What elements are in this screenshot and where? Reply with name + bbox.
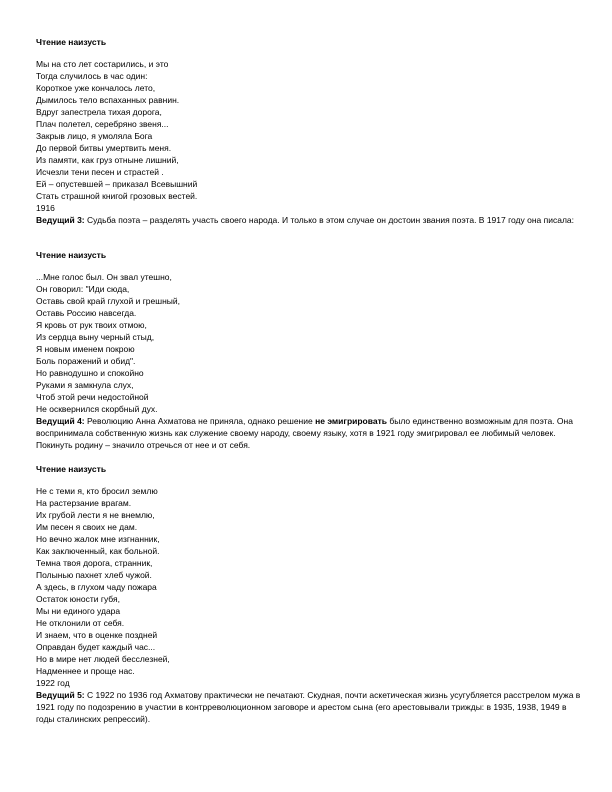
poem-date: 1916 [36, 203, 55, 213]
poem-line: Стать страшной книгой грозовых вестей. [36, 191, 198, 201]
poem-line: Закрыв лицо, я умоляла Бога [36, 131, 153, 141]
poem-line: Руками я замкнула слух, [36, 380, 134, 390]
emphasis-text: не эмигрировать [315, 416, 387, 426]
poem-line: Темна твоя дорога, странник, [36, 558, 153, 568]
narrator-paragraph-3 [36, 214, 582, 226]
poem-line: Исчезли тени песен и страстей . [36, 167, 164, 177]
narrator-label: Ведущий 4: [36, 416, 85, 426]
section-3 [36, 463, 582, 725]
section-1 [36, 36, 582, 226]
poem-line: Боль поражений и обид". [36, 356, 136, 366]
poem-line: Полынью пахнет хлеб чужой. [36, 570, 152, 580]
poem-line: А здесь, в глухом чаду пожара [36, 582, 157, 592]
poem-line: Не осквернился скорбный дух. [36, 404, 158, 414]
poem-line: Мы ни единого удара [36, 606, 121, 616]
poem-line: Вдруг запестрела тихая дорога, [36, 107, 162, 117]
poem-2 [36, 271, 582, 415]
paragraph-text: Судьба поэта – разделять участь своего народа. И только в этом случае он достоин звания поэта. В 1917 году она писала: [84, 215, 575, 225]
poem-line: До первой битвы умертвить меня. [36, 143, 172, 153]
poem-3 [36, 485, 582, 689]
poem-line: Оправдан будет каждый час... [36, 642, 156, 652]
poem-line: Из памяти, как груз отныне лишний, [36, 155, 179, 165]
poem-line: Он говорил: "Иди сюда, [36, 284, 130, 294]
section-heading: Чтение наизусть [36, 250, 107, 260]
poem-1 [36, 58, 582, 214]
poem-line: Я новым именем покрою [36, 344, 135, 354]
poem-line: Но равнодушно и спокойно [36, 368, 144, 378]
poem-line: Дымилось тело вспаханных равнин. [36, 95, 180, 105]
poem-line: Но в мире нет людей бесслезней, [36, 654, 170, 664]
poem-line: Ей – опустевшей – приказал Всевышний [36, 179, 198, 189]
poem-line: На растерзание врагам. [36, 498, 132, 508]
poem-line: Как заключенный, как больной. [36, 546, 160, 556]
poem-line: Не отклонили от себя. [36, 618, 125, 628]
poem-line: Их грубой лести я не внемлю, [36, 510, 155, 520]
paragraph-text: Революцию Анна Ахматова не приняла, однако решение [84, 416, 316, 426]
section-heading: Чтение наизусть [36, 464, 107, 474]
narrator-paragraph-4 [36, 415, 582, 451]
narrator-paragraph-5 [36, 689, 582, 725]
section-2 [36, 249, 582, 451]
poem-line: Короткое уже кончалось лето, [36, 83, 156, 93]
poem-line: Из сердца выну черный стыд, [36, 332, 155, 342]
poem-line: Мы на сто лет состарились, и это [36, 59, 169, 69]
poem-line: Плач полетел, серебряно звеня... [36, 119, 169, 129]
poem-line: Чтоб этой речи недостойной [36, 392, 149, 402]
section-heading: Чтение наизусть [36, 37, 107, 47]
paragraph-text: С 1922 по 1936 год Ахматову практически не печатают. Скудная, почти аскетическая жизнь усугубляется расстрелом мужа в 1921 году по подозрению в участии в контрреволюционном заговоре и арестом сына (его арестовывали трижды: в 1935, 1938, 1949 в годы сталинских репрессий). [36, 690, 581, 724]
poem-line: ...Мне голос был. Он звал утешно, [36, 272, 172, 282]
poem-line: И знаем, что в оценке поздней [36, 630, 158, 640]
poem-line: Тогда случилось в час один: [36, 71, 148, 81]
narrator-label: Ведущий 3: [36, 215, 85, 225]
poem-line: Не с теми я, кто бросил землю [36, 486, 158, 496]
poem-line: Оставь Россию навсегда. [36, 308, 137, 318]
poem-line: Надменнее и проще нас. [36, 666, 135, 676]
poem-line: Им песен я своих не дам. [36, 522, 138, 532]
poem-date: 1922 год [36, 678, 70, 688]
poem-line: Я кровь от рук твоих отмою, [36, 320, 147, 330]
paragraph-text: было единственно возможным для поэта. Она воспринимала собственную жизнь как служение своему народу, своему языку, хотя в 1921 году эмигрировал ее любимый человек. Покинуть родину – значило отречься от нее и от себя. [36, 416, 573, 450]
poem-line: Оставь свой край глухой и грешный, [36, 296, 180, 306]
poem-line: Остаток юности губя, [36, 594, 120, 604]
narrator-label: Ведущий 5: [36, 690, 85, 700]
poem-line: Но вечно жалок мне изгнанник, [36, 534, 160, 544]
